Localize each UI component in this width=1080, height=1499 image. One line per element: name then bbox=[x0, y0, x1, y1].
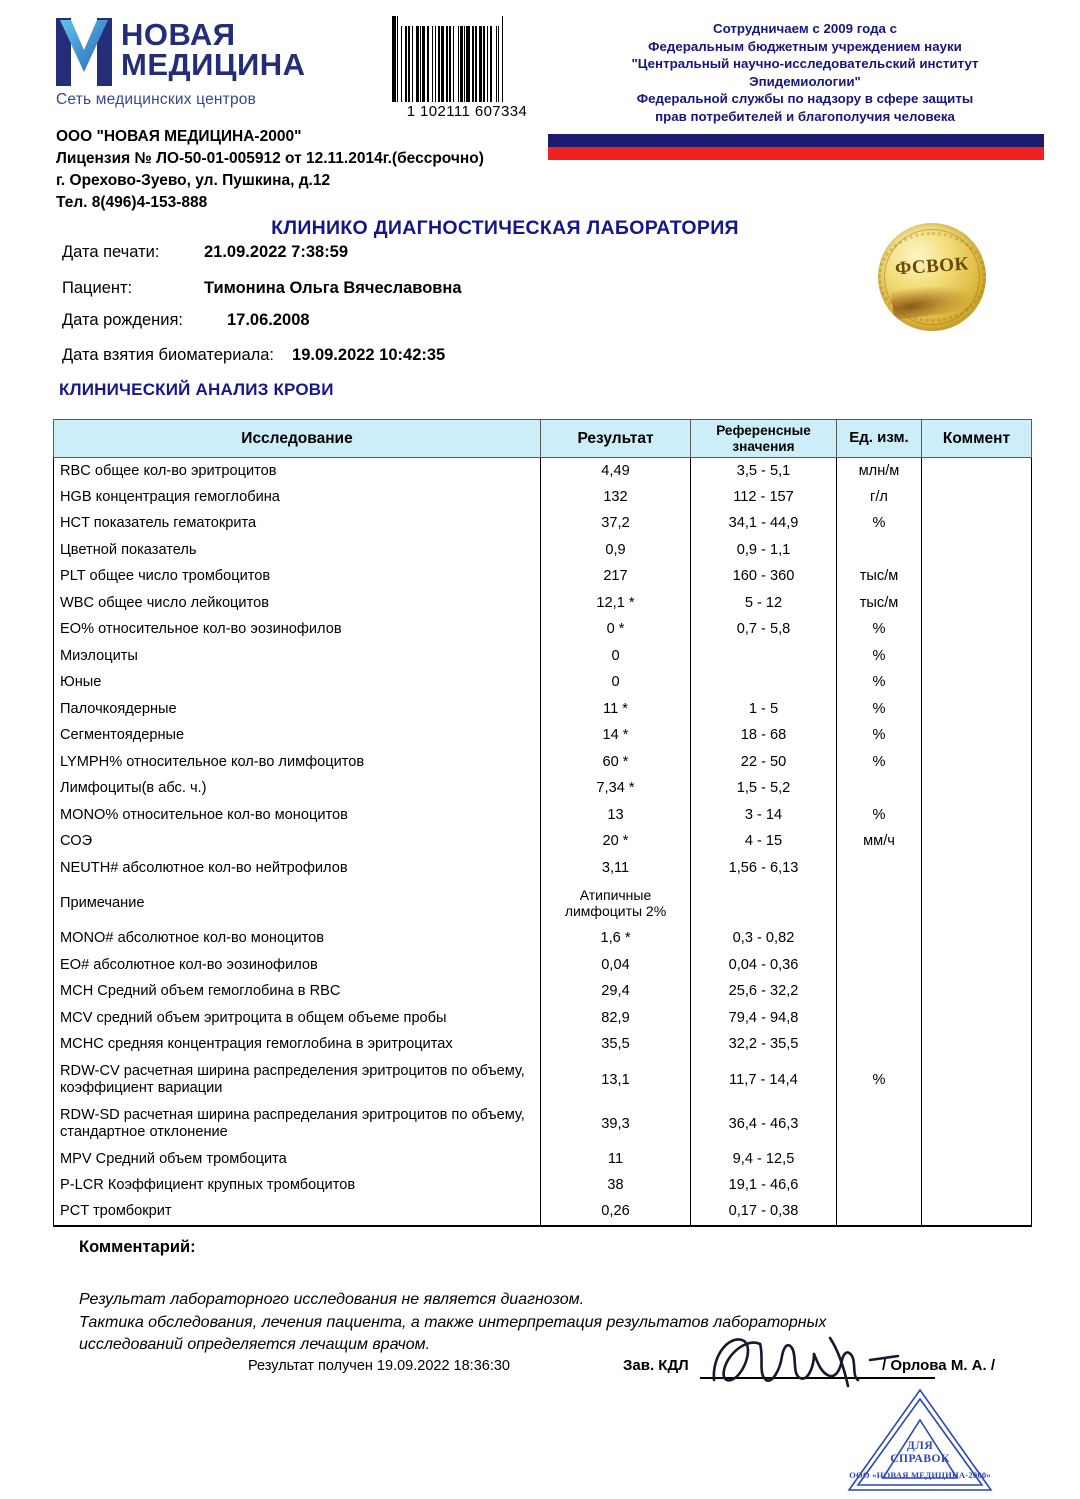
row-comment bbox=[922, 882, 1032, 926]
row-unit: % bbox=[837, 802, 922, 829]
row-unit bbox=[837, 1146, 922, 1173]
col-header-reference-line1: Референсные bbox=[716, 423, 811, 439]
table-row bbox=[54, 776, 1032, 803]
row-result: 4,49 bbox=[541, 458, 691, 485]
row-reference: 1,5 - 5,2 bbox=[691, 776, 837, 803]
row-result: 12,1 * bbox=[541, 590, 691, 617]
logo-line-2: МЕДИЦИНА bbox=[121, 47, 306, 83]
row-result: 35,5 bbox=[541, 1032, 691, 1059]
row-test-name: RDW-SD расчетная ширина распределания эритроцитов по объему, стандартное отклонение bbox=[54, 1102, 541, 1146]
row-reference: 11,7 - 14,4 bbox=[691, 1058, 837, 1102]
row-test-name: Палочкоядерные bbox=[54, 696, 541, 723]
row-unit: % bbox=[837, 643, 922, 670]
row-test-name: NEUTH# абсолютное кол-во нейтрофилов bbox=[54, 855, 541, 882]
row-comment bbox=[922, 723, 1032, 750]
partner-line-1: Сотрудничаем с 2009 года с bbox=[712, 21, 898, 36]
row-comment bbox=[922, 696, 1032, 723]
table-row bbox=[54, 1005, 1032, 1032]
row-unit: тыс/м bbox=[837, 564, 922, 591]
row-result: 38 bbox=[541, 1173, 691, 1200]
row-unit bbox=[837, 979, 922, 1006]
table-row bbox=[54, 979, 1032, 1006]
collection-date-row bbox=[62, 346, 882, 365]
row-comment bbox=[922, 749, 1032, 776]
row-unit bbox=[837, 952, 922, 979]
row-result: 13 bbox=[541, 802, 691, 829]
row-unit bbox=[837, 855, 922, 882]
partner-statement bbox=[560, 20, 1050, 125]
row-comment bbox=[922, 1005, 1032, 1032]
row-test-name: PCT тромбокрит bbox=[54, 1199, 541, 1226]
row-reference: 3 - 14 bbox=[691, 802, 837, 829]
row-reference: 3,5 - 5,1 bbox=[691, 458, 837, 485]
row-test-name: Миэлоциты bbox=[54, 643, 541, 670]
row-comment bbox=[922, 979, 1032, 1006]
table-row bbox=[54, 1058, 1032, 1102]
row-test-name: СОЭ bbox=[54, 829, 541, 856]
row-unit: % bbox=[837, 696, 922, 723]
disclaimer-line-1: Результат лабораторного исследования не является диагнозом. bbox=[79, 1291, 585, 1308]
row-reference: 79,4 - 94,8 bbox=[691, 1005, 837, 1032]
barcode bbox=[392, 16, 542, 120]
row-reference: 0,7 - 5,8 bbox=[691, 617, 837, 644]
row-result: 82,9 bbox=[541, 1005, 691, 1032]
row-comment bbox=[922, 1199, 1032, 1226]
row-unit bbox=[837, 926, 922, 953]
row-result: 0,9 bbox=[541, 537, 691, 564]
company-details bbox=[56, 126, 484, 214]
clinic-logo bbox=[56, 18, 366, 109]
row-unit bbox=[837, 1032, 922, 1059]
row-reference bbox=[691, 670, 837, 697]
print-date-row bbox=[62, 243, 882, 262]
partner-line-4: Эпидемиологии" bbox=[749, 73, 861, 89]
row-test-name: EO# абсолютное кол-во эозинофилов bbox=[54, 952, 541, 979]
table-row bbox=[54, 1199, 1032, 1226]
row-unit: млн/м bbox=[837, 458, 922, 485]
row-reference: 160 - 360 bbox=[691, 564, 837, 591]
row-reference: 4 - 15 bbox=[691, 829, 837, 856]
row-comment bbox=[922, 776, 1032, 803]
table-row bbox=[54, 458, 1032, 485]
row-comment bbox=[922, 670, 1032, 697]
row-unit: % bbox=[837, 723, 922, 750]
row-result: 0,26 bbox=[541, 1199, 691, 1226]
table-row bbox=[54, 723, 1032, 750]
page-header bbox=[0, 0, 1080, 211]
row-reference: 112 - 157 bbox=[691, 484, 837, 511]
row-comment bbox=[922, 590, 1032, 617]
row-comment bbox=[922, 1058, 1032, 1102]
row-test-name: RDW-CV расчетная ширина распределения эритроцитов по объему, коэффициент вариации bbox=[54, 1058, 541, 1102]
row-test-name: Юные bbox=[54, 670, 541, 697]
row-result: 0 bbox=[541, 670, 691, 697]
table-row bbox=[54, 590, 1032, 617]
row-result: 7,34 * bbox=[541, 776, 691, 803]
novaya-medicina-logo-icon bbox=[56, 18, 112, 86]
row-result: 39,3 bbox=[541, 1102, 691, 1146]
row-test-name: HCT показатель гематокрита bbox=[54, 511, 541, 538]
row-result: 3,11 bbox=[541, 855, 691, 882]
disclaimer-line-2: Тактика обследования, лечения пациента, а также интерпретация результатов лабораторных bbox=[79, 1313, 827, 1331]
row-reference: 19,1 - 46,6 bbox=[691, 1173, 837, 1200]
patient-row bbox=[62, 279, 882, 298]
table-row bbox=[54, 564, 1032, 591]
row-unit bbox=[837, 1102, 922, 1146]
partner-line-3: "Центральный научно-исследовательский институт bbox=[631, 56, 979, 72]
row-unit bbox=[837, 882, 922, 926]
row-test-name: MONO% относительное кол-во моноцитов bbox=[54, 802, 541, 829]
row-result: 60 * bbox=[541, 749, 691, 776]
row-reference bbox=[691, 643, 837, 670]
row-result: 14 * bbox=[541, 723, 691, 750]
table-row bbox=[54, 511, 1032, 538]
row-reference: 0,17 - 0,38 bbox=[691, 1199, 837, 1226]
row-test-name: LYMPH% относительное кол-во лимфоцитов bbox=[54, 749, 541, 776]
triangular-stamp-icon bbox=[845, 1386, 995, 1494]
stamp-base-text: ООО «НОВАЯ МЕДИЦИНА-2000» bbox=[849, 1470, 991, 1480]
section-title: КЛИНИЧЕСКИЙ АНАЛИЗ КРОВИ bbox=[59, 380, 334, 399]
row-result: 37,2 bbox=[541, 511, 691, 538]
company-license: Лицензия № ЛО-50-01-005912 от 12.11.2014г.(бессрочно) bbox=[56, 150, 484, 167]
row-comment bbox=[922, 511, 1032, 538]
patient-name: Тимонина Ольга Вячеславовна bbox=[204, 279, 462, 297]
table-row bbox=[54, 952, 1032, 979]
row-test-name: HGB концентрация гемоглобина bbox=[54, 484, 541, 511]
row-comment bbox=[922, 484, 1032, 511]
results-table bbox=[53, 419, 1032, 1227]
row-unit: г/л bbox=[837, 484, 922, 511]
row-result: 0 bbox=[541, 643, 691, 670]
row-comment bbox=[922, 829, 1032, 856]
disclaimer-line-3: исследований определяется лечащим врачом. bbox=[79, 1336, 431, 1354]
row-test-name: Примечание bbox=[54, 882, 541, 926]
row-result: 217 bbox=[541, 564, 691, 591]
seal-text: ФСВОК bbox=[894, 253, 970, 280]
table-row bbox=[54, 802, 1032, 829]
company-phone: Тел. 8(496)4-153-888 bbox=[56, 194, 208, 211]
col-header-reference-line2: значения bbox=[732, 438, 795, 454]
table-row bbox=[54, 696, 1032, 723]
row-unit bbox=[837, 1173, 922, 1200]
row-test-name: P-LCR Коэффициент крупных тромбоцитов bbox=[54, 1173, 541, 1200]
table-row bbox=[54, 617, 1032, 644]
barcode-bars bbox=[392, 16, 542, 102]
partner-line-5: Федеральной службы по надзору в сфере защиты bbox=[636, 91, 974, 107]
table-row bbox=[54, 926, 1032, 953]
birthdate-label: Дата рождения: bbox=[62, 311, 183, 329]
row-comment bbox=[922, 617, 1032, 644]
row-result: 132 bbox=[541, 484, 691, 511]
collection-date-label: Дата взятия биоматериала: bbox=[62, 346, 275, 364]
row-reference: 0,3 - 0,82 bbox=[691, 926, 837, 953]
row-comment bbox=[922, 643, 1032, 670]
page-title: КЛИНИКО ДИАГНОСТИЧЕСКАЯ ЛАБОРАТОРИЯ bbox=[271, 217, 739, 239]
table-row bbox=[54, 749, 1032, 776]
row-reference: 9,4 - 12,5 bbox=[691, 1146, 837, 1173]
print-date-label: Дата печати: bbox=[62, 243, 160, 261]
row-comment bbox=[922, 1032, 1032, 1059]
table-row bbox=[54, 643, 1032, 670]
row-test-name: RBC общее кол-во эритроцитов bbox=[54, 458, 541, 485]
row-unit bbox=[837, 1005, 922, 1032]
table-row bbox=[54, 484, 1032, 511]
logo-line-1: НОВАЯ bbox=[121, 17, 236, 52]
row-comment bbox=[922, 564, 1032, 591]
row-result: 11 * bbox=[541, 696, 691, 723]
birthdate-value: 17.06.2008 bbox=[227, 311, 310, 329]
row-comment bbox=[922, 537, 1032, 564]
row-comment bbox=[922, 802, 1032, 829]
company-address: г. Орехово-Зуево, ул. Пушкина, д.12 bbox=[56, 172, 331, 189]
col-header-reference bbox=[691, 420, 837, 458]
barcode-digits: 1 102111 607334 bbox=[406, 103, 528, 120]
row-test-name: MONO# абсолютное кол-во моноцитов bbox=[54, 926, 541, 953]
table-row bbox=[54, 1102, 1032, 1146]
row-comment bbox=[922, 1146, 1032, 1173]
row-result: 13,1 bbox=[541, 1058, 691, 1102]
row-comment bbox=[922, 855, 1032, 882]
birthdate-row bbox=[62, 311, 882, 330]
table-row bbox=[54, 1032, 1032, 1059]
row-reference: 1,56 - 6,13 bbox=[691, 855, 837, 882]
row-comment bbox=[922, 1173, 1032, 1200]
table-row bbox=[54, 1173, 1032, 1200]
row-reference: 34,1 - 44,9 bbox=[691, 511, 837, 538]
row-result: 20 * bbox=[541, 829, 691, 856]
row-test-name: WBC общее число лейкоцитов bbox=[54, 590, 541, 617]
row-comment bbox=[922, 458, 1032, 485]
signer-name: / Орлова М. А. / bbox=[882, 1357, 995, 1374]
table-row bbox=[54, 829, 1032, 856]
row-reference: 25,6 - 32,2 bbox=[691, 979, 837, 1006]
col-header-comment: Коммент bbox=[922, 420, 1032, 458]
table-header-row bbox=[54, 420, 1032, 458]
row-test-name: MPV Средний объем тромбоцита bbox=[54, 1146, 541, 1173]
russian-flag-bar-icon bbox=[548, 134, 1044, 160]
row-unit bbox=[837, 1199, 922, 1226]
table-row bbox=[54, 670, 1032, 697]
print-date-value: 21.09.2022 7:38:59 bbox=[204, 243, 349, 261]
col-header-result: Результат bbox=[541, 420, 691, 458]
col-header-name: Исследование bbox=[54, 420, 541, 458]
row-comment bbox=[922, 926, 1032, 953]
row-unit: тыс/м bbox=[837, 590, 922, 617]
row-reference: 1 - 5 bbox=[691, 696, 837, 723]
row-reference: 0,04 - 0,36 bbox=[691, 952, 837, 979]
row-test-name: MCHC средняя концентрация гемоглобина в эритроцитах bbox=[54, 1032, 541, 1059]
table-row bbox=[54, 882, 1032, 926]
row-test-name: EO% относительное кол-во эозинофилов bbox=[54, 617, 541, 644]
row-unit: мм/ч bbox=[837, 829, 922, 856]
patient-label: Пациент: bbox=[62, 279, 133, 297]
table-row bbox=[54, 537, 1032, 564]
signature-label: Зав. КДЛ bbox=[623, 1357, 689, 1374]
stamp-line-2: СПРАВОК bbox=[890, 1453, 950, 1465]
row-unit bbox=[837, 537, 922, 564]
row-test-name: Цветной показатель bbox=[54, 537, 541, 564]
row-unit: % bbox=[837, 749, 922, 776]
stamp-line-1: ДЛЯ bbox=[906, 1440, 934, 1452]
row-result: 1,6 * bbox=[541, 926, 691, 953]
row-test-name: Сегментоядерные bbox=[54, 723, 541, 750]
row-result: 11 bbox=[541, 1146, 691, 1173]
comment-label: Комментарий: bbox=[79, 1238, 196, 1256]
partner-line-6: прав потребителей и благополучия человека bbox=[655, 108, 955, 124]
row-comment bbox=[922, 952, 1032, 979]
row-test-name: MCH Средний объем гемоглобина в RBC bbox=[54, 979, 541, 1006]
table-row bbox=[54, 1146, 1032, 1173]
col-header-unit: Ед. изм. bbox=[837, 420, 922, 458]
row-result: 29,4 bbox=[541, 979, 691, 1006]
row-unit: % bbox=[837, 1058, 922, 1102]
row-test-name: MCV средний объем эритроцита в общем объеме пробы bbox=[54, 1005, 541, 1032]
partner-line-2: Федеральным бюджетным учреждением науки bbox=[648, 38, 962, 54]
row-unit: % bbox=[837, 617, 922, 644]
results-table-head bbox=[54, 420, 1032, 458]
fsvok-gold-seal-icon bbox=[878, 223, 986, 331]
row-reference bbox=[691, 882, 837, 926]
row-result: 0,04 bbox=[541, 952, 691, 979]
row-reference: 36,4 - 46,3 bbox=[691, 1102, 837, 1146]
row-reference: 5 - 12 bbox=[691, 590, 837, 617]
logo-tagline: Сеть медицинских центров bbox=[56, 91, 257, 108]
row-test-name: Лимфоциты(в абс. ч.) bbox=[54, 776, 541, 803]
table-row bbox=[54, 855, 1032, 882]
results-table-body bbox=[54, 458, 1032, 1226]
row-unit bbox=[837, 776, 922, 803]
patient-info-block bbox=[62, 243, 882, 378]
row-result: Атипичные лимфоциты 2% bbox=[541, 882, 691, 926]
result-received-text: Результат получен 19.09.2022 18:36:30 bbox=[248, 1358, 510, 1374]
row-unit: % bbox=[837, 670, 922, 697]
row-reference: 22 - 50 bbox=[691, 749, 837, 776]
row-comment bbox=[922, 1102, 1032, 1146]
row-reference: 18 - 68 bbox=[691, 723, 837, 750]
row-reference: 0,9 - 1,1 bbox=[691, 537, 837, 564]
row-test-name: PLT общее число тромбоцитов bbox=[54, 564, 541, 591]
company-name: ООО "НОВАЯ МЕДИЦИНА-2000" bbox=[56, 128, 302, 145]
collection-date-value: 19.09.2022 10:42:35 bbox=[292, 346, 446, 364]
row-reference: 32,2 - 35,5 bbox=[691, 1032, 837, 1059]
row-result: 0 * bbox=[541, 617, 691, 644]
results-table-wrap bbox=[53, 419, 1031, 1227]
row-unit: % bbox=[837, 511, 922, 538]
